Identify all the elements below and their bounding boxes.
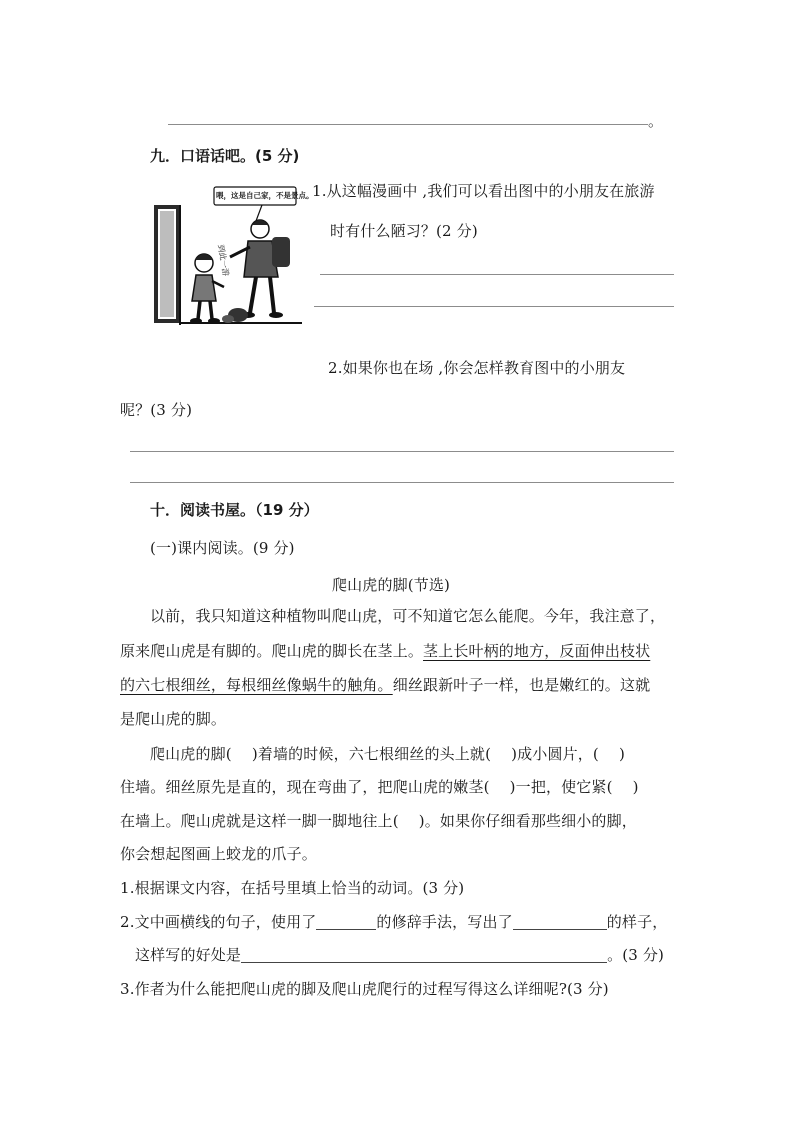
answer-line-top[interactable] xyxy=(168,124,648,125)
blank-benefit[interactable] xyxy=(241,946,607,963)
s10-q2-part-a: 2.文中画横线的句子，使用了 xyxy=(120,913,317,931)
wall-graffiti: 到此一游 xyxy=(216,243,231,277)
section10-sub1: (一)课内阅读。(9 分) xyxy=(150,539,295,557)
s10-q2-line1 xyxy=(120,911,667,932)
s9-q2-line2: 呢？(3 分) xyxy=(120,401,193,419)
section10-title: 十．阅读书屋。（19 分） xyxy=(150,501,319,519)
period-mark: 。 xyxy=(648,112,664,130)
comic-drawing xyxy=(152,185,314,335)
s10-q2-line2-b: 。(3 分) xyxy=(607,946,664,964)
s10-q2-part-c: 的样子， xyxy=(606,913,668,931)
s10-q1: 1.根据课文内容，在括号里填上恰当的动词。(3 分) xyxy=(120,879,465,897)
s10-q2-line2 xyxy=(135,944,664,965)
s10-q2-part-b: 的修辞手法，写出了 xyxy=(376,913,513,931)
s9-q1-line1: 1.从这幅漫画中 ,我们可以看出图中的小朋友在旅游 xyxy=(312,182,655,200)
s10-q3: 3.作者为什么能把爬山虎的脚及爬山虎爬行的过程写得这么详细呢?(3 分) xyxy=(120,980,609,998)
s10-q2-line2-a: 这样写的好处是 xyxy=(135,946,242,964)
para1-line2-text: 原来爬山虎是有脚的。爬山虎的脚长在茎上。 xyxy=(120,642,424,660)
para1-line4: 是爬山虎的脚。 xyxy=(120,710,227,728)
passage-title: 爬山虎的脚(节选) xyxy=(332,576,451,594)
answer-line-s9-q2-a[interactable] xyxy=(130,451,674,452)
para1-line2 xyxy=(120,640,650,661)
underlined-sentence-part1: 茎上长叶柄的地方，反面伸出枝状 xyxy=(423,642,651,660)
para1-line1: 以前，我只知道这种植物叫爬山虎，可不知道它怎么能爬。今年，我注意了， xyxy=(150,607,666,625)
para2-line2: 住墙。细丝原先是直的，现在弯曲了，把爬山虎的嫩茎( )一把，使它紧( ) xyxy=(120,778,639,796)
comic-illustration xyxy=(152,185,314,335)
blank-described-appearance[interactable] xyxy=(513,913,607,930)
s9-q1-line2: 时有什么陋习？(2 分) xyxy=(330,222,478,240)
answer-line-s9-q1-a[interactable] xyxy=(320,274,674,275)
answer-line-s9-q2-b[interactable] xyxy=(130,482,674,483)
speech-bubble-text: 喂，这是自己家，不是景点。 xyxy=(216,191,314,200)
section9-title: 九．口语话吧。(5 分) xyxy=(150,147,300,165)
answer-line-s9-q1-b[interactable] xyxy=(314,306,674,307)
para2-line4: 你会想起图画上蛟龙的爪子。 xyxy=(120,845,317,863)
blank-rhetoric-device[interactable] xyxy=(316,913,376,930)
para2-line3: 在墙上。爬山虎就是这样一脚一脚地往上( )。如果你仔细看那些细小的脚， xyxy=(120,812,637,830)
para1-line3 xyxy=(120,674,650,695)
para1-line3-text: 细丝跟新叶子一样，也是嫩红的。这就 xyxy=(392,676,651,694)
para2-line1: 爬山虎的脚( )着墙的时候，六七根细丝的头上就( )成小圆片，( ) xyxy=(150,745,625,763)
underlined-sentence-part2: 的六七根细丝，每根细丝像蜗牛的触角。 xyxy=(120,676,393,694)
s9-q2-line1: 2.如果你也在场 ,你会怎样教育图中的小朋友 xyxy=(328,359,626,377)
